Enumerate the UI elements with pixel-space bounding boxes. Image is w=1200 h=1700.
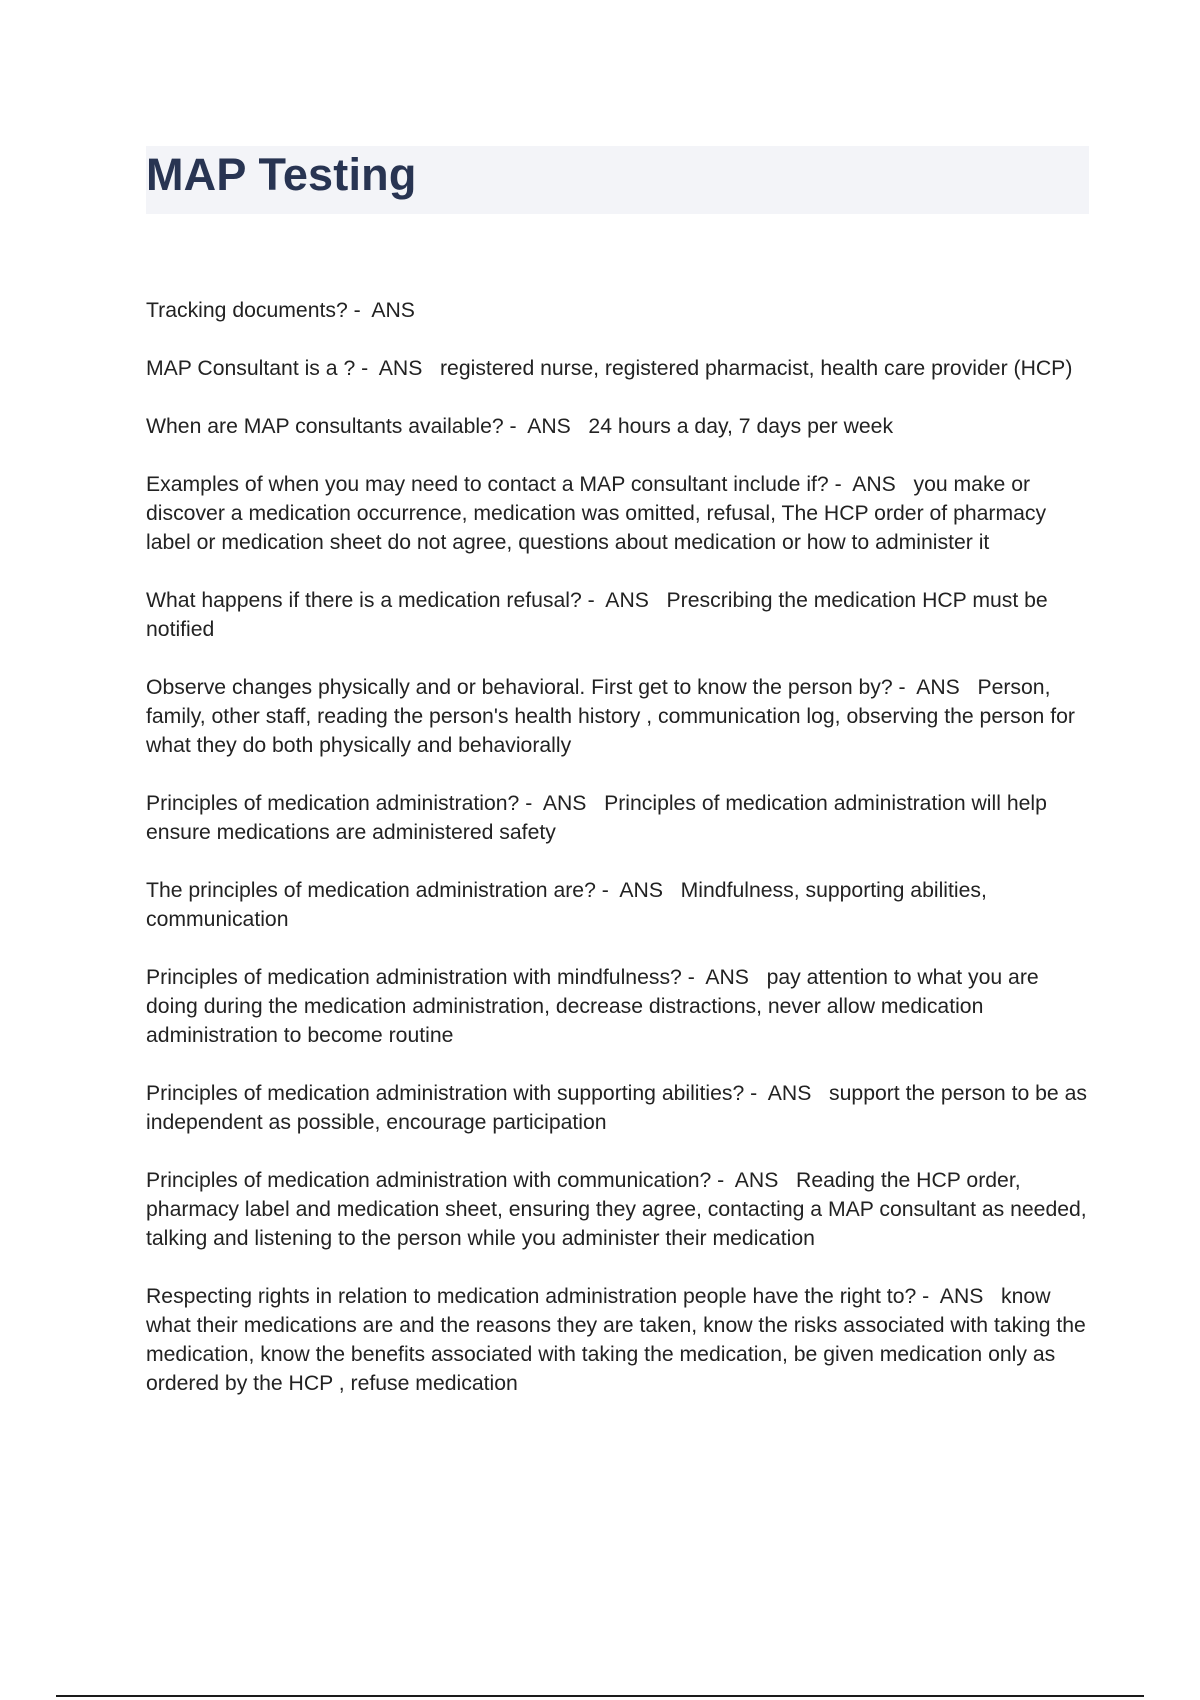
qa-item: Principles of medication administration? - ANS Principles of medication administration will help ensure medications are administered safety bbox=[146, 792, 1053, 844]
page-title: MAP Testing bbox=[146, 149, 417, 200]
qa-item: Principles of medication administration with mindfulness? - ANS pay attention to what you are doing during the medication administration, decrease distractions, never allow medication administration to become routine bbox=[146, 966, 1045, 1047]
title-band bbox=[146, 146, 1089, 214]
qa-list bbox=[146, 296, 1096, 1427]
footer-divider bbox=[56, 1695, 1144, 1697]
qa-item: Principles of medication administration with supporting abilities? - ANS support the person to be as independent as possible, encourage participation bbox=[146, 1082, 1093, 1134]
qa-item: The principles of medication administration are? - ANS Mindfulness, supporting abilities, communication bbox=[146, 879, 993, 931]
qa-item: Respecting rights in relation to medication administration people have the right to? - ANS know what their medications are and the reasons they are taken, know the risks associated with taking the medication, know the benefits associated with taking the medication, be given medication only as ordered by the HCP , refuse medication bbox=[146, 1285, 1092, 1395]
qa-item: Observe changes physically and or behavioral. First get to know the person by? - ANS Person, family, other staff, reading the person's health history , communication log, observing the person for what they do both physically and behaviorally bbox=[146, 676, 1081, 757]
qa-item: Examples of when you may need to contact a MAP consultant include if? - ANS you make or discover a medication occurrence, medication was omitted, refusal, The HCP order of pharmacy label or medication sheet do not agree, questions about medication or how to administer it bbox=[146, 473, 1052, 554]
qa-item: What happens if there is a medication refusal? - ANS Prescribing the medication HCP must be notified bbox=[146, 589, 1054, 641]
qa-item: Principles of medication administration with communication? - ANS Reading the HCP order, pharmacy label and medication sheet, ensuring they agree, contacting a MAP consultant as needed, talking and listening to the person while you administer their medication bbox=[146, 1169, 1093, 1250]
qa-item: Tracking documents? - ANS bbox=[146, 299, 415, 322]
qa-item: MAP Consultant is a ? - ANS registered nurse, registered pharmacist, health care provider (HCP) bbox=[146, 357, 1073, 380]
qa-item: When are MAP consultants available? - ANS 24 hours a day, 7 days per week bbox=[146, 415, 894, 438]
